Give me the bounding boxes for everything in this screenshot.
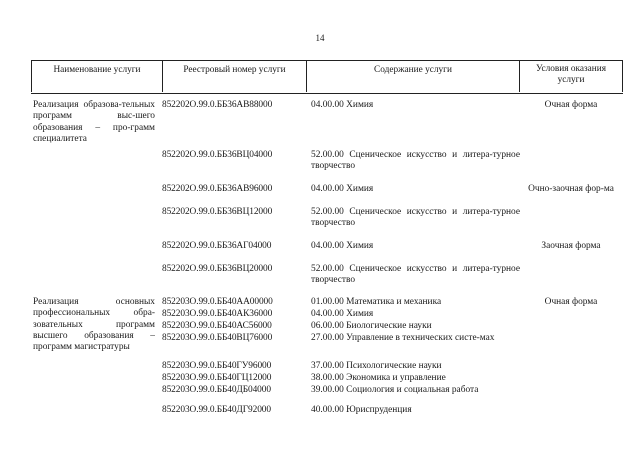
table-row-content: 52.00.00 Сценическое искусство и литера-турное творчество (311, 150, 520, 172)
table-row-content: 52.00.00 Сценическое искусство и литера-турное творчество (311, 264, 520, 286)
table-row-registry: 852203О.99.0.ББ40ВЦ76000 (162, 333, 273, 343)
table-row-registry: 852203О.99.0.ББ40ГЦ12000 (162, 373, 272, 383)
table-row-registry: 852203О.99.0.ББ40ДГ92000 (162, 405, 271, 415)
table-row-content: 01.00.00 Математика и механика (311, 297, 442, 307)
table-row-condition: Очно-заочная фор-ма (528, 184, 614, 194)
table-row-content: 04.00.00 Химия (311, 100, 374, 110)
table-row-content: 52.00.00 Сценическое искусство и литера-турное творчество (311, 207, 520, 229)
table-row-condition: Очная форма (544, 100, 598, 110)
page-number: 14 (315, 33, 325, 43)
table-row-content: 39.00.00 Социология и социальная работа (311, 385, 479, 395)
table-row-content: 27.00.00 Управление в технических систе-мах (311, 333, 495, 343)
table-row-condition: Заочная форма (541, 241, 601, 251)
table-row-registry: 852203О.99.0.ББ40ДБ04000 (162, 385, 271, 395)
table-row-registry: 852203О.99.0.ББ40АК36000 (162, 309, 273, 319)
table-row-content: 38.00.00 Экономика и управление (311, 373, 446, 383)
group-2-service-name: Реализация основных профессиональных обра-зовательных программ высшего образования – программ магистратуры (33, 297, 155, 353)
table-row-registry: 852202О.99.0.ББ36АВ96000 (162, 184, 273, 194)
table-row-content: 04.00.00 Химия (311, 184, 374, 194)
table-row-content: 04.00.00 Химия (311, 241, 374, 251)
table-row-registry: 852202О.99.0.ББ36ВЦ12000 (162, 207, 273, 217)
header-service-name: Наименование услуги (31, 60, 162, 92)
table-row-registry: 852202О.99.0.ББ36ВЦ20000 (162, 264, 273, 274)
table-row-content: 37.00.00 Психологические науки (311, 361, 442, 371)
table-row-condition: Очная форма (544, 297, 598, 307)
table-row-content: 40.00.00 Юриспруденция (311, 405, 412, 415)
header-registry-number: Реестровый номер услуги (162, 60, 306, 92)
table-row-registry: 852203О.99.0.ББ40ГУ96000 (162, 361, 272, 371)
table-row-registry: 852203О.99.0.ББ40АС56000 (162, 321, 272, 331)
header-service-content: Содержание услуги (306, 60, 519, 92)
table-row-registry: 852203О.99.0.ББ40АА00000 (162, 297, 273, 307)
header-service-conditions: Условия оказания услуги (519, 60, 623, 92)
table-row-registry: 852202О.99.0.ББ36ВЦ04000 (162, 150, 273, 160)
table-row-registry: 852202О.99.0.ББ36АГ04000 (162, 241, 272, 251)
table-row-registry: 852202О.99.0.ББ36АВ88000 (162, 100, 273, 110)
group-1-service-name: Реализация образова-тельных программ выс-шего образования – про-грамм специалитета (33, 100, 155, 144)
table-row-content: 04.00.00 Химия (311, 309, 374, 319)
table-row-content: 06.00.00 Биологические науки (311, 321, 432, 331)
